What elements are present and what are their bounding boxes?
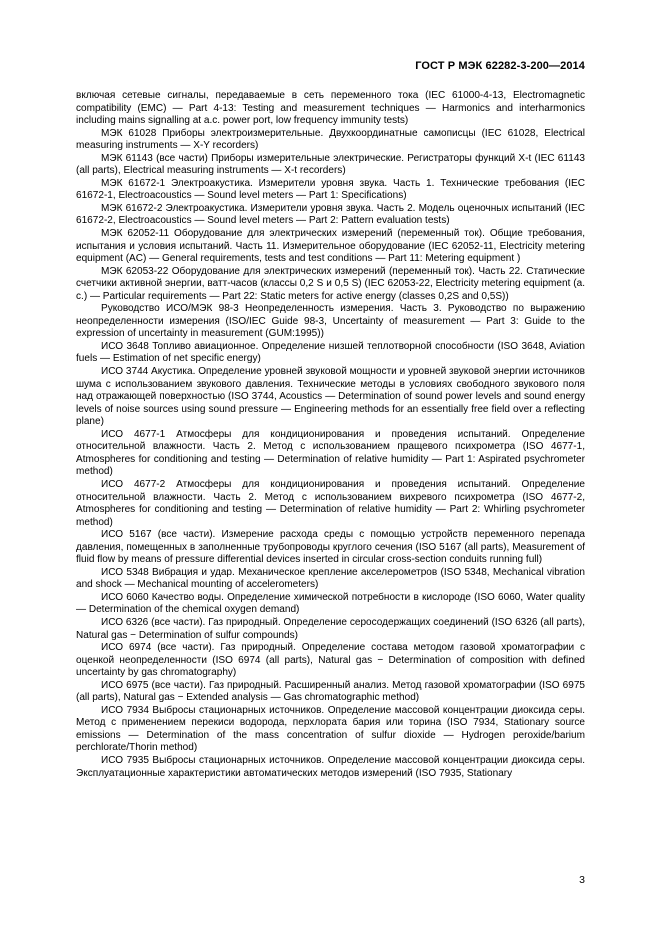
reference-paragraph: ИСО 7934 Выбросы стационарных источников. Определение массовой концентрации диоксида серы. Метод с применением перекиси водорода, перхлората бария или торина (ISO 7934, Stationary source emissions — Determination of the mass concentration of sulfur dioxide — Hydrogen peroxide/barium perchlorate/Thorin method) (76, 704, 585, 754)
reference-paragraph: включая сетевые сигналы, передаваемые в сеть переменного тока (IEC 61000-4-13, Electromagnetic compatibility (EMC) — Part 4-13: Testing and measurement techniques — Harmonics and interharmonics including mains signalling at a.c. power port, low frequency immunity tests) (76, 90, 585, 127)
reference-paragraph: ИСО 5167 (все части). Измерение расхода среды с помощью устройств переменного перепада давления, помещенных в заполненные трубопроводы круглого сечения (ISO 5167 (all parts), Measurement of fluid flow by means of pressure differential devices inserted in circular cross-section conduits running full) (76, 529, 585, 566)
page-number: 3 (579, 874, 585, 886)
reference-paragraph: МЭК 61143 (все части) Приборы измерительные электрические. Регистраторы функций X-t (IEC 61143 (all parts), Electrical measuring instruments — X-t recorders) (76, 152, 585, 177)
document-header: ГОСТ Р МЭК 62282-3-200—2014 (415, 60, 585, 72)
reference-paragraph: МЭК 62052-11 Оборудование для электрических измерений (переменный ток). Общие требования, испытания и условия испытаний. Часть 11. Измерительное оборудование (IEC 62052-11, Electricity metering equipment (AC) — General requirements, tests and test conditions — Part 11: Metering equipment ) (76, 228, 585, 265)
reference-paragraph: ИСО 6974 (все части). Газ природный. Определение состава методом газовой хроматографии с оценкой неопределенности (ISO 6974 (all parts), Natural gas − Determination of composition with defined uncertainty by gas chromatography) (76, 642, 585, 679)
reference-paragraph: ИСО 6326 (все части). Газ природный. Определение серосодержащих соединений (ISO 6326 (all parts), Natural gas − Determination of sulfur compounds) (76, 616, 585, 641)
reference-paragraph: МЭК 62053-22 Оборудование для электрических измерений (переменный ток). Часть 22. Статические счетчики активной энергии, ватт-часов (классы 0,2 S и 0,5 S) (IEC 62053-22, Electricity metering equipment (a. c.) — Particular requirements — Part 22: Static meters for active energy (classes 0,2S and 0,5S)) (76, 265, 585, 302)
reference-paragraph: ИСО 6975 (все части). Газ природный. Расширенный анализ. Метод газовой хроматографии (ISO 6975 (all parts), Natural gas − Extended analysis — Gas chromatographic method) (76, 679, 585, 704)
reference-paragraph: МЭК 61028 Приборы электроизмерительные. Двухкоординатные самописцы (IEC 61028, Electrical measuring instruments — X-Y recorders) (76, 127, 585, 152)
reference-paragraph: ИСО 6060 Качество воды. Определение химической потребности в кислороде (ISO 6060, Water quality — Determination of the chemical oxygen demand) (76, 591, 585, 616)
reference-paragraph: Руководство ИСО/МЭК 98-3 Неопределенность измерения. Часть 3. Руководство по выражению неопределенности измерения (ISO/IEC Guide 98-3, Uncertainty of measurement — Part 3: Guide to the expression of uncertainty in measurement (GUM:1995)) (76, 303, 585, 340)
reference-paragraph: ИСО 4677-1 Атмосферы для кондиционирования и проведения испытаний. Определение относительной влажности. Часть 2. Метод с использованием пращевого психрометра (ISO 4677-1, Atmospheres for conditioning and testing — Determination of relative humidity — Part 1: Aspirated psychrometer method) (76, 428, 585, 478)
reference-paragraph: ИСО 3744 Акустика. Определение уровней звуковой мощности и уровней звуковой энергии источников шума с использованием звукового давления. Технические методы в условиях свободного звукового поля над отражающей поверхностью (ISO 3744, Acoustics — Determination of sound power levels and sound energy levels of noise sources using sound pressure — Engineering methods for an essentially free field over a reflecting plane) (76, 366, 585, 428)
reference-paragraph: МЭК 61672-2 Электроакустика. Измерители уровня звука. Часть 2. Модель оценочных испытаний (IEC 61672-2, Electroacoustics — Sound level meters — Part 2: Pattern evaluation tests) (76, 202, 585, 227)
references-list (76, 90, 585, 780)
reference-paragraph: ИСО 3648 Топливо авиационное. Определение низшей теплотворной способности (ISO 3648, Aviation fuels — Estimation of net specific energy) (76, 340, 585, 365)
reference-paragraph: ИСО 7935 Выбросы стационарных источников. Определение массовой концентрации диоксида серы. Эксплуатационные характеристики автоматических методов измерений (ISO 7935, Stationary (76, 754, 585, 779)
reference-paragraph: ИСО 5348 Вибрация и удар. Механическое крепление акселерометров (ISO 5348, Mechanical vibration and shock — Mechanical mounting of accelerometers) (76, 566, 585, 591)
reference-paragraph: ИСО 4677-2 Атмосферы для кондиционирования и проведения испытаний. Определение относительной влажности. Часть 2. Метод с использованием вихревого психрометра (ISO 4677-2, Atmospheres for conditioning and testing — Determination of relative humidity — Part 2: Whirling psychrometer method) (76, 478, 585, 528)
reference-paragraph: МЭК 61672-1 Электроакустика. Измерители уровня звука. Часть 1. Технические требования (IEC 61672-1, Electroacoustics — Sound level meters — Part 1: Specifications) (76, 177, 585, 202)
